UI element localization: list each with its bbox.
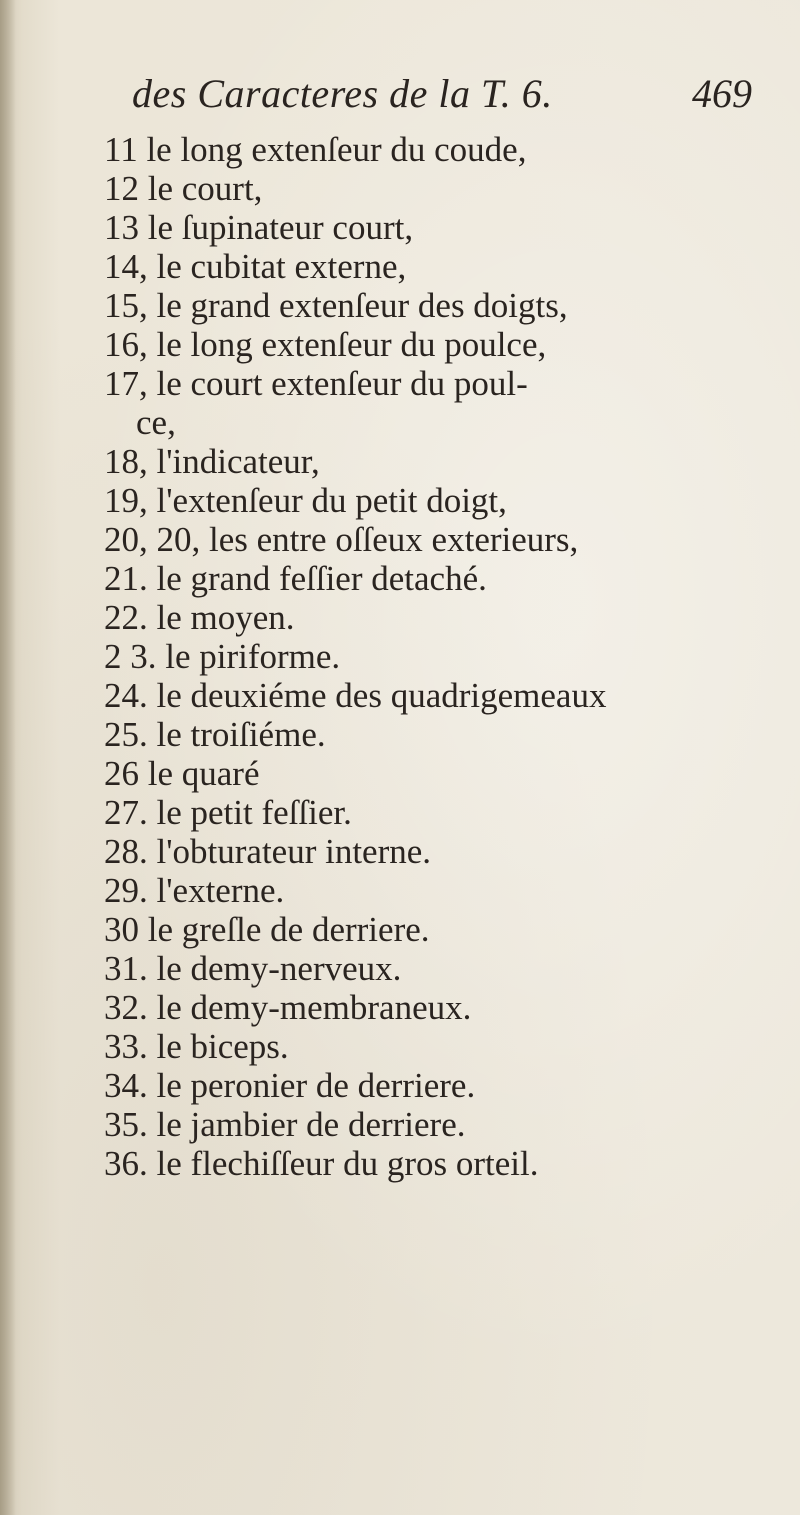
- legend-entry: 2 3. le piriforme.: [104, 637, 341, 676]
- legend-entry: 20, 20, les entre oſſeux exterieurs,: [104, 520, 579, 559]
- legend-entry: 11 le long extenſeur du coude,: [104, 130, 527, 169]
- legend-entry: 17, le court extenſeur du poul-: [104, 364, 528, 403]
- legend-entry: 19, l'extenſeur du petit doigt,: [104, 481, 507, 520]
- legend-entry: 28. l'obturateur interne.: [104, 832, 432, 871]
- legend-entry: 34. le peronier de derriere.: [104, 1066, 476, 1105]
- legend-entry: 27. le petit feſſier.: [104, 793, 352, 832]
- running-title: des Caracteres de la T. 6.: [132, 71, 553, 116]
- legend-list: [104, 130, 754, 1183]
- legend-entry: 18, l'indicateur,: [104, 442, 320, 481]
- legend-entry-continuation: ce,: [136, 403, 176, 442]
- legend-entry: 13 le ſupinateur court,: [104, 208, 414, 247]
- legend-entry: 35. le jambier de derriere.: [104, 1105, 466, 1144]
- legend-entry: 30 le greſle de derriere.: [104, 910, 430, 949]
- page-header: [132, 70, 752, 132]
- legend-entry: 26 le quaré: [104, 754, 260, 793]
- legend-entry: 12 le court,: [104, 169, 263, 208]
- legend-entry: 32. le demy-membraneux.: [104, 988, 472, 1027]
- page-number: 469: [692, 71, 752, 116]
- legend-entry: 31. le demy-nerveux.: [104, 949, 402, 988]
- legend-entry: 16, le long extenſeur du poulce,: [104, 325, 547, 364]
- legend-entry: 14, le cubitat externe,: [104, 247, 407, 286]
- legend-entry: 25. le troiſiéme.: [104, 715, 326, 754]
- legend-entry: 22. le moyen.: [104, 598, 295, 637]
- legend-entry: 24. le deuxiéme des quadrigemeaux: [104, 676, 607, 715]
- legend-entry: 21. le grand feſſier detaché.: [104, 559, 487, 598]
- legend-entry: 15, le grand extenſeur des doigts,: [104, 286, 568, 325]
- legend-entry: 36. le flechiſſeur du gros orteil.: [104, 1144, 539, 1183]
- legend-entry: 33. le biceps.: [104, 1027, 289, 1066]
- legend-entry: 29. l'externe.: [104, 871, 285, 910]
- gutter-shadow: [0, 0, 16, 1515]
